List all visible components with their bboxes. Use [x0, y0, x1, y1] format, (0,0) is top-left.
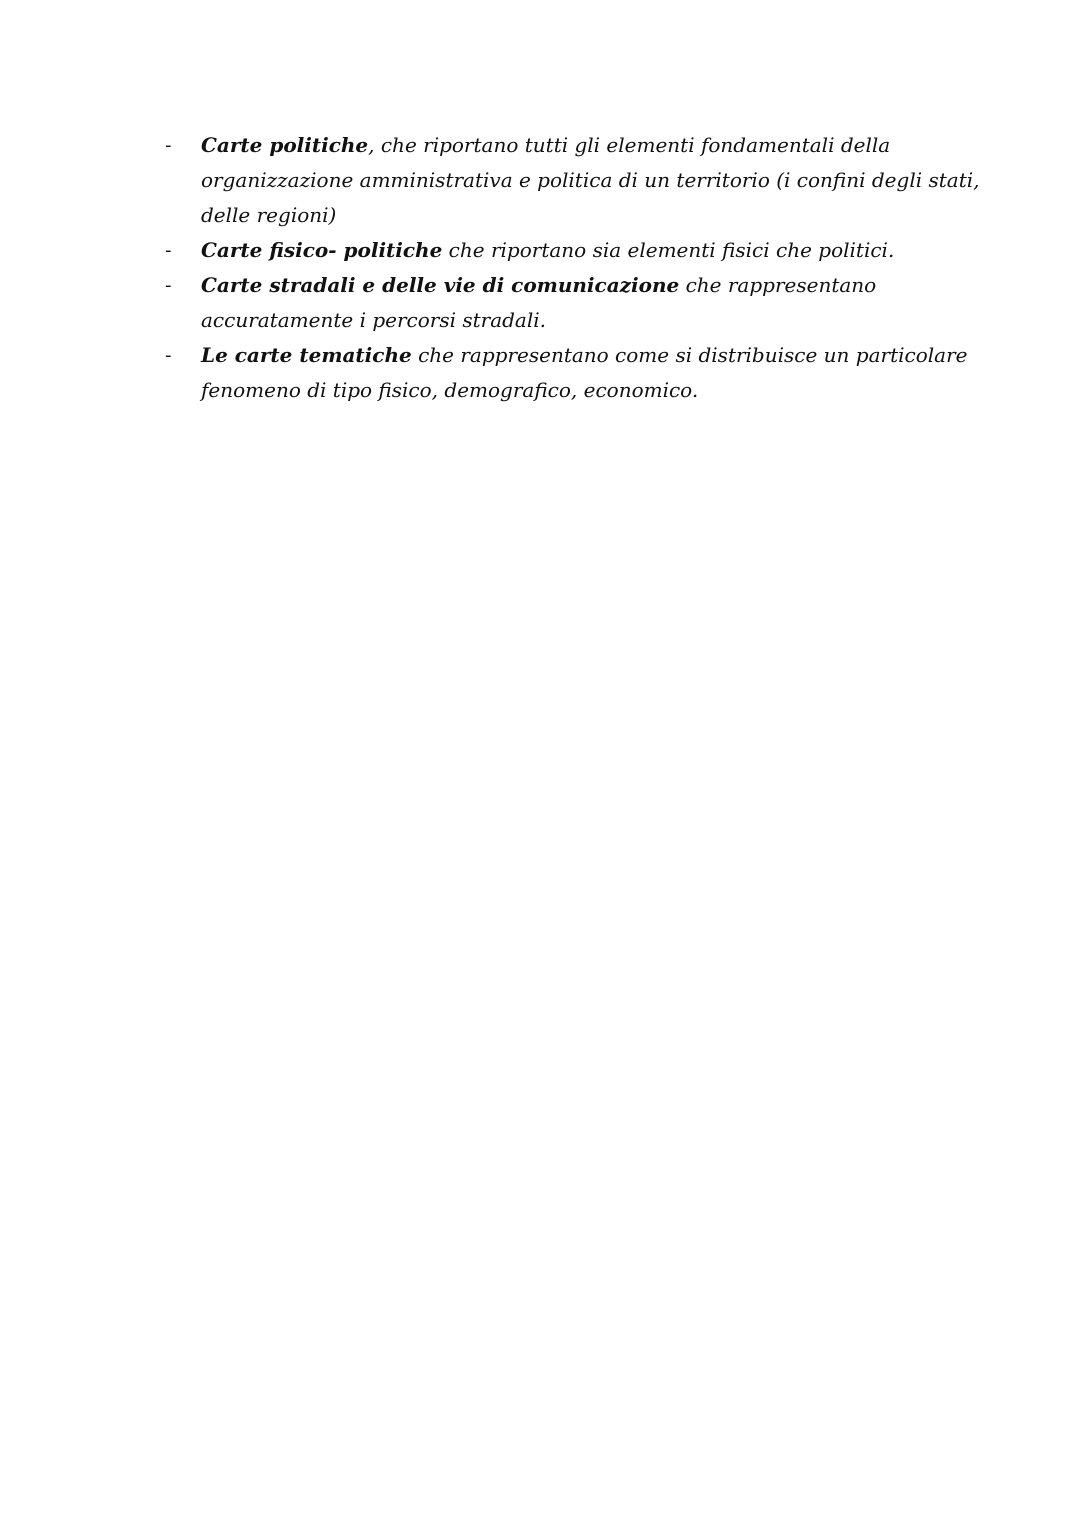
list-item-term: Carte politiche — [201, 133, 369, 157]
list-item-text: che rappresentano accuratamente i percorsi stradali. — [201, 273, 877, 332]
list-item-text: che rappresentano come si distribuisce un particolare fenomeno di tipo fisico, demografico, economico. — [201, 343, 968, 402]
list-bullet: - — [165, 135, 172, 156]
list-bullet: - — [165, 345, 172, 366]
list-item — [165, 338, 985, 408]
list-item-term: Le carte tematiche — [201, 343, 412, 367]
list-item-term: Carte fisico- politiche — [201, 238, 443, 262]
list-bullet: - — [165, 275, 172, 296]
list-item — [165, 233, 985, 268]
list-item — [165, 268, 985, 338]
list-item — [165, 128, 985, 233]
list-item-text: che riportano sia elementi fisici che politici. — [442, 238, 895, 262]
list-item-text: , che riportano tutti gli elementi fondamentali della organizzazione amministrativa e politica di un territorio (i confini degli stati, delle regioni) — [201, 133, 980, 227]
list-item-term: Carte stradali e delle vie di comunicazione — [201, 273, 680, 297]
list-bullet: - — [165, 240, 172, 261]
map-types-list — [165, 128, 985, 408]
